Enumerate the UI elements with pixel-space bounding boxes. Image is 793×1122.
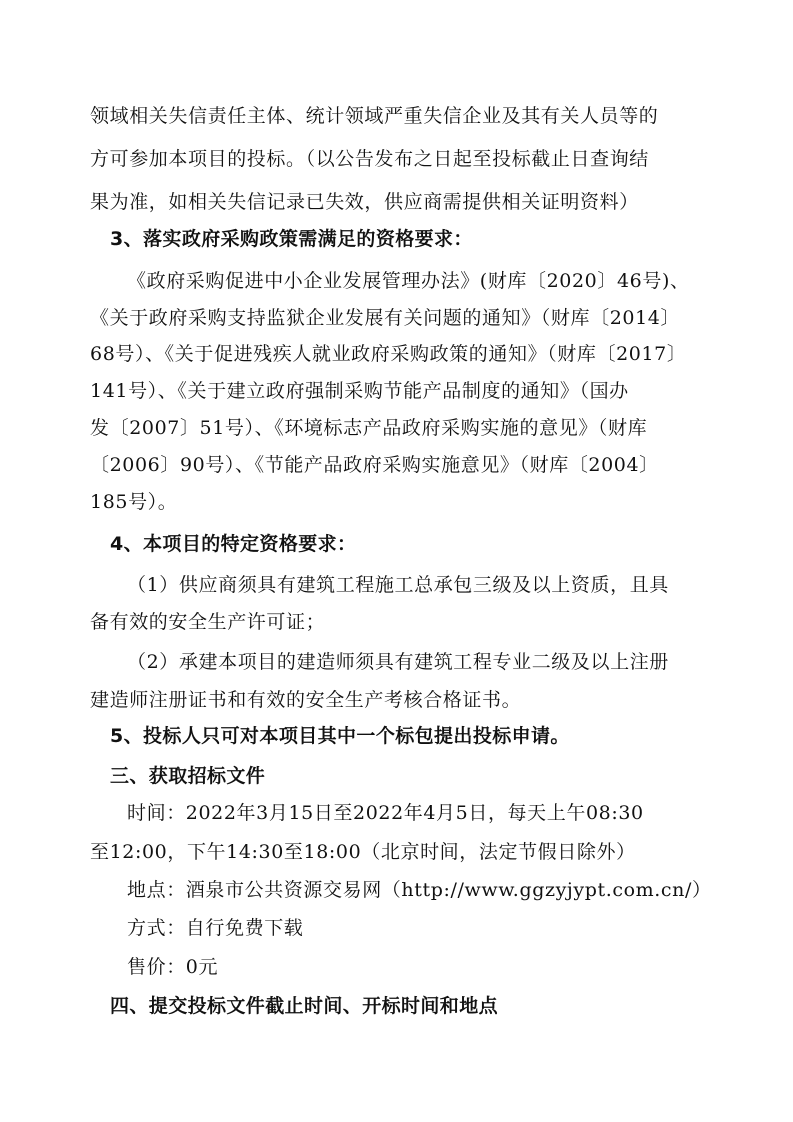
policy-line-5: 发〔2007〕51号）、《环境标志产品政府采购实施的意见》（财库 xyxy=(90,417,648,439)
requirement-1-line-1: （1）供应商须具有建筑工程施工总承包三级及以上资质，且具 xyxy=(127,574,669,596)
section-heading-4: 4、本项目的特定资格要求： xyxy=(110,533,357,555)
section-heading-three: 三、获取招标文件 xyxy=(110,765,266,787)
time-line-2: 至12:00，下午14:30至18:00（北京时间，法定节假日除外） xyxy=(90,841,636,863)
paragraph-line-1: 领域相关失信责任主体、统计领域严重失信企业及其有关人员等的 xyxy=(90,105,659,127)
policy-line-1: 《政府采购促进中小企业发展管理办法》(财库〔2020〕46号)、 xyxy=(127,270,690,292)
requirement-1-line-2: 备有效的安全生产许可证； xyxy=(90,611,326,633)
policy-line-7: 185号）。 xyxy=(90,491,178,513)
section-heading-four: 四、提交投标文件截止时间、开标时间和地点 xyxy=(110,995,499,1017)
policy-line-2: 《关于政府采购支持监狱企业发展有关问题的通知》（财库〔2014〕 xyxy=(90,307,681,329)
policy-line-6: 〔2006〕90号）、《节能产品政府采购实施意见》（财库〔2004〕 xyxy=(90,454,659,476)
requirement-2-line-2: 建造师注册证书和有效的安全生产考核合格证书。 xyxy=(90,689,522,711)
section-heading-5: 5、投标人只可对本项目其中一个标包提出投标申请。 xyxy=(110,725,570,747)
paragraph-line-2: 方可参加本项目的投标。（以公告发布之日起至投标截止日查询结 xyxy=(90,148,649,170)
method-line: 方式：自行免费下载 xyxy=(127,917,304,939)
section-heading-3: 3、落实政府采购政策需满足的资格要求： xyxy=(110,228,473,250)
location-line: 地点：酒泉市公共资源交易网（http://www.ggzyjypt.com.cn/） xyxy=(127,879,712,901)
price-line: 售价：0元 xyxy=(127,956,219,978)
policy-line-4: 141号）、《关于建立政府强制采购节能产品制度的通知》（国办 xyxy=(90,380,629,402)
paragraph-line-3: 果为准，如相关失信记录已失效，供应商需提供相关证明资料） xyxy=(90,191,639,213)
policy-line-3: 68号）、《关于促进残疾人就业政府采购政策的通知》（财库〔2017〕 xyxy=(90,343,687,365)
requirement-2-line-1: （2）承建本项目的建造师须具有建筑工程专业二级及以上注册 xyxy=(127,651,669,673)
time-line-1: 时间：2022年3月15日至2022年4月5日，每天上午08:30 xyxy=(127,802,644,824)
